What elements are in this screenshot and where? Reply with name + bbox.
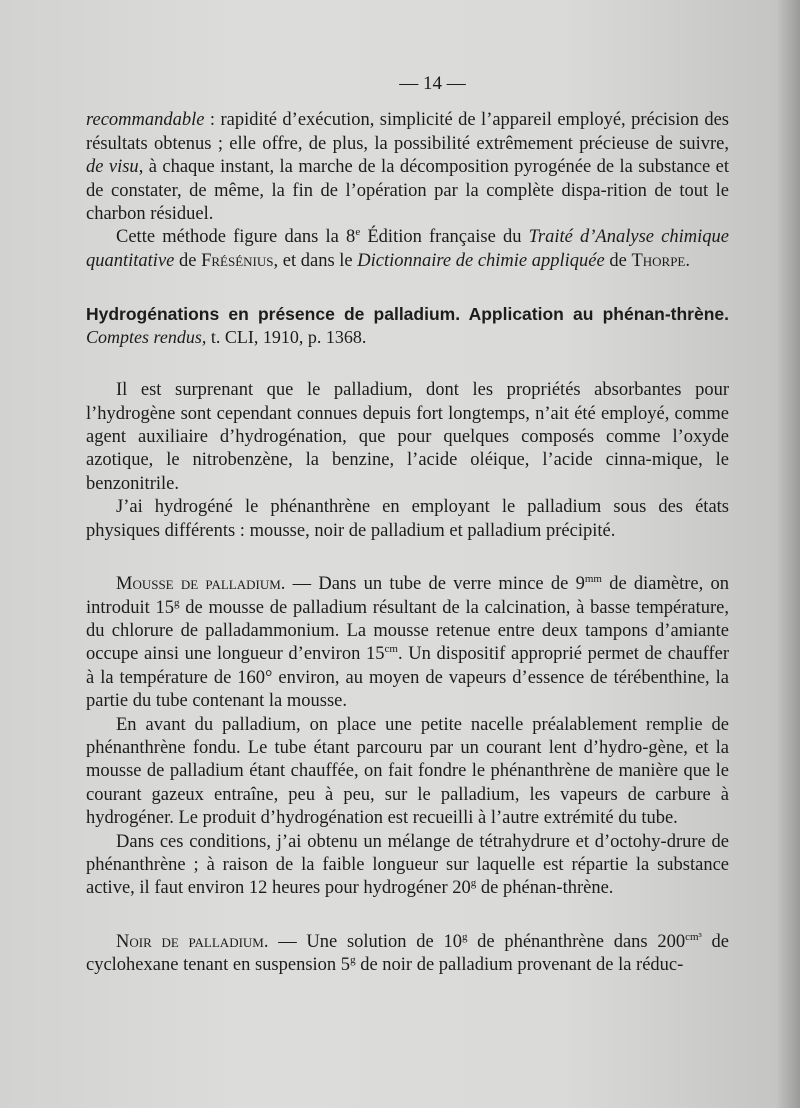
body-paragraph-1: Il est surprenant que le palladium, dont les propriétés absorbantes pour l’hydrogène sont cependant connues depuis fort longtemps, n’ait été employé, comme agent auxiliaire d’hydrogénation, que pour quelques composés comme l’oxyde azotique, le nitrobenzène, la benzine, l’acide oléique, l’acide cinna-mique, le benzonitrile.: [86, 380, 729, 494]
body-paragraph-2: J’ai hydrogéné le phénanthrène en employant le palladium sous des états physiques différents : mousse, noir de palladium et palladium précipité.: [86, 497, 729, 541]
citation-title-dictionnaire: Dictionnaire de chimie appliquée: [357, 250, 605, 271]
mousse-text-2: de diamètre, on introduit 15: [86, 574, 729, 618]
noir-text-3: de cyclohexane tenant en suspension 5: [86, 931, 730, 976]
mousse-text-4: . Un dispositif approprié permet de chauffer à la température de 160° environ, au moyen de vapeurs d’essence de térébenthine, la partie du tube contenant la mousse.: [86, 644, 729, 712]
intro-italic-de-visu: de visu: [86, 157, 139, 178]
intro-text-1: : rapidité d’exécution, simplicité de l’appareil employé, précision des résultats obtenus ; elle offre, de plus, la possibilité extrêmement précieuse de suivre,: [86, 110, 729, 154]
citation-text-5: de: [604, 250, 632, 271]
citation-text-2: Édition française du: [360, 227, 529, 248]
citation-text-3: de: [174, 250, 202, 271]
noir-sup-g-2: g: [350, 954, 356, 967]
mousse-heading: Mousse de palladium.: [116, 574, 286, 595]
section-title: Hydrogénations en présence de palladium. Application au phénan-thrène.: [86, 304, 729, 325]
author-fresenius: Frésénius: [201, 250, 274, 271]
paragraph-4-text-1: Dans ces conditions, j’ai obtenu un mélange de tétrahydrure et d’octohy-drure de phénanthrène ; à raison de la faible longueur sur laquelle est répartie la substance active, il faut environ 12 heures pour hydrogéner 20: [86, 831, 729, 899]
section-reference: [86, 327, 366, 347]
mousse-text-1: — Dans un tube de verre mince de 9: [285, 574, 585, 595]
intro-paragraph: [86, 109, 729, 226]
reference-journal: Comptes rendus: [86, 327, 202, 348]
page-edge-shadow: [776, 0, 800, 1108]
page-number: — 14 —: [399, 73, 466, 94]
noir-sup-g: g: [461, 930, 468, 943]
section-heading: [86, 303, 729, 349]
noir-heading: Noir de palladium.: [116, 931, 269, 952]
mousse-paragraph: [86, 573, 729, 713]
page-content: [86, 72, 729, 978]
citation-text-6: .: [685, 250, 690, 271]
mousse-sup-mm: mm: [584, 572, 602, 585]
noir-text-1: — Une solution de 10: [268, 931, 462, 952]
body-paragraph-3: En avant du palladium, on place une petite nacelle préalablement remplie de phénanthrène fondu. Le tube étant parcouru par un courant lent d’hydro-gène, et la mousse de palladium étant chauffée, on fait fondre le phénanthrène de manière que le courant gazeux entraîne, peu à peu, sur le palladium, les vapeurs de carbure à hydrogéner. Le produit d’hydrogénation est recueilli à l’autre extrémité du tube.: [86, 714, 729, 829]
citation-paragraph: [86, 226, 729, 273]
citation-sup-edition: e: [355, 226, 361, 239]
mousse-text-3: de mousse de palladium résultant de la calcination, à basse température, du chlorure de palladammonium. La mousse retenue entre deux tampons d’amiante occupe ainsi une longueur d’environ 15: [86, 597, 729, 665]
noir-text-4: de noir de palladium provenant de la réduc-: [355, 955, 684, 976]
citation-text-4: , et dans le: [273, 250, 358, 271]
paragraph-4-text-2: de phénan-thrène.: [476, 878, 614, 899]
body-paragraph-4: [86, 831, 729, 901]
mousse-sup-g: g: [174, 596, 180, 609]
citation-text-1: Cette méthode figure dans la 8: [116, 227, 356, 248]
noir-sup-cm3: cm³: [685, 930, 702, 943]
noir-text-2: de phénanthrène dans 200: [467, 931, 686, 952]
reference-details: , t. CLI, 1910, p. 1368.: [201, 327, 367, 348]
paragraph-4-sup-g: g: [470, 877, 477, 890]
noir-paragraph: [86, 931, 729, 978]
intro-italic-start: recommandable: [86, 110, 205, 131]
mousse-sup-cm: cm: [384, 643, 398, 656]
citation-title-traite: Traité d’Analyse chimique quantitative: [86, 227, 729, 271]
author-thorpe: Thorpe: [631, 250, 686, 271]
intro-text-2: , à chaque instant, la marche de la décomposition pyrogénée de la substance et de constater, de même, la fin de l’opération par la complète dispa-rition de tout le charbon résiduel.: [86, 157, 729, 225]
